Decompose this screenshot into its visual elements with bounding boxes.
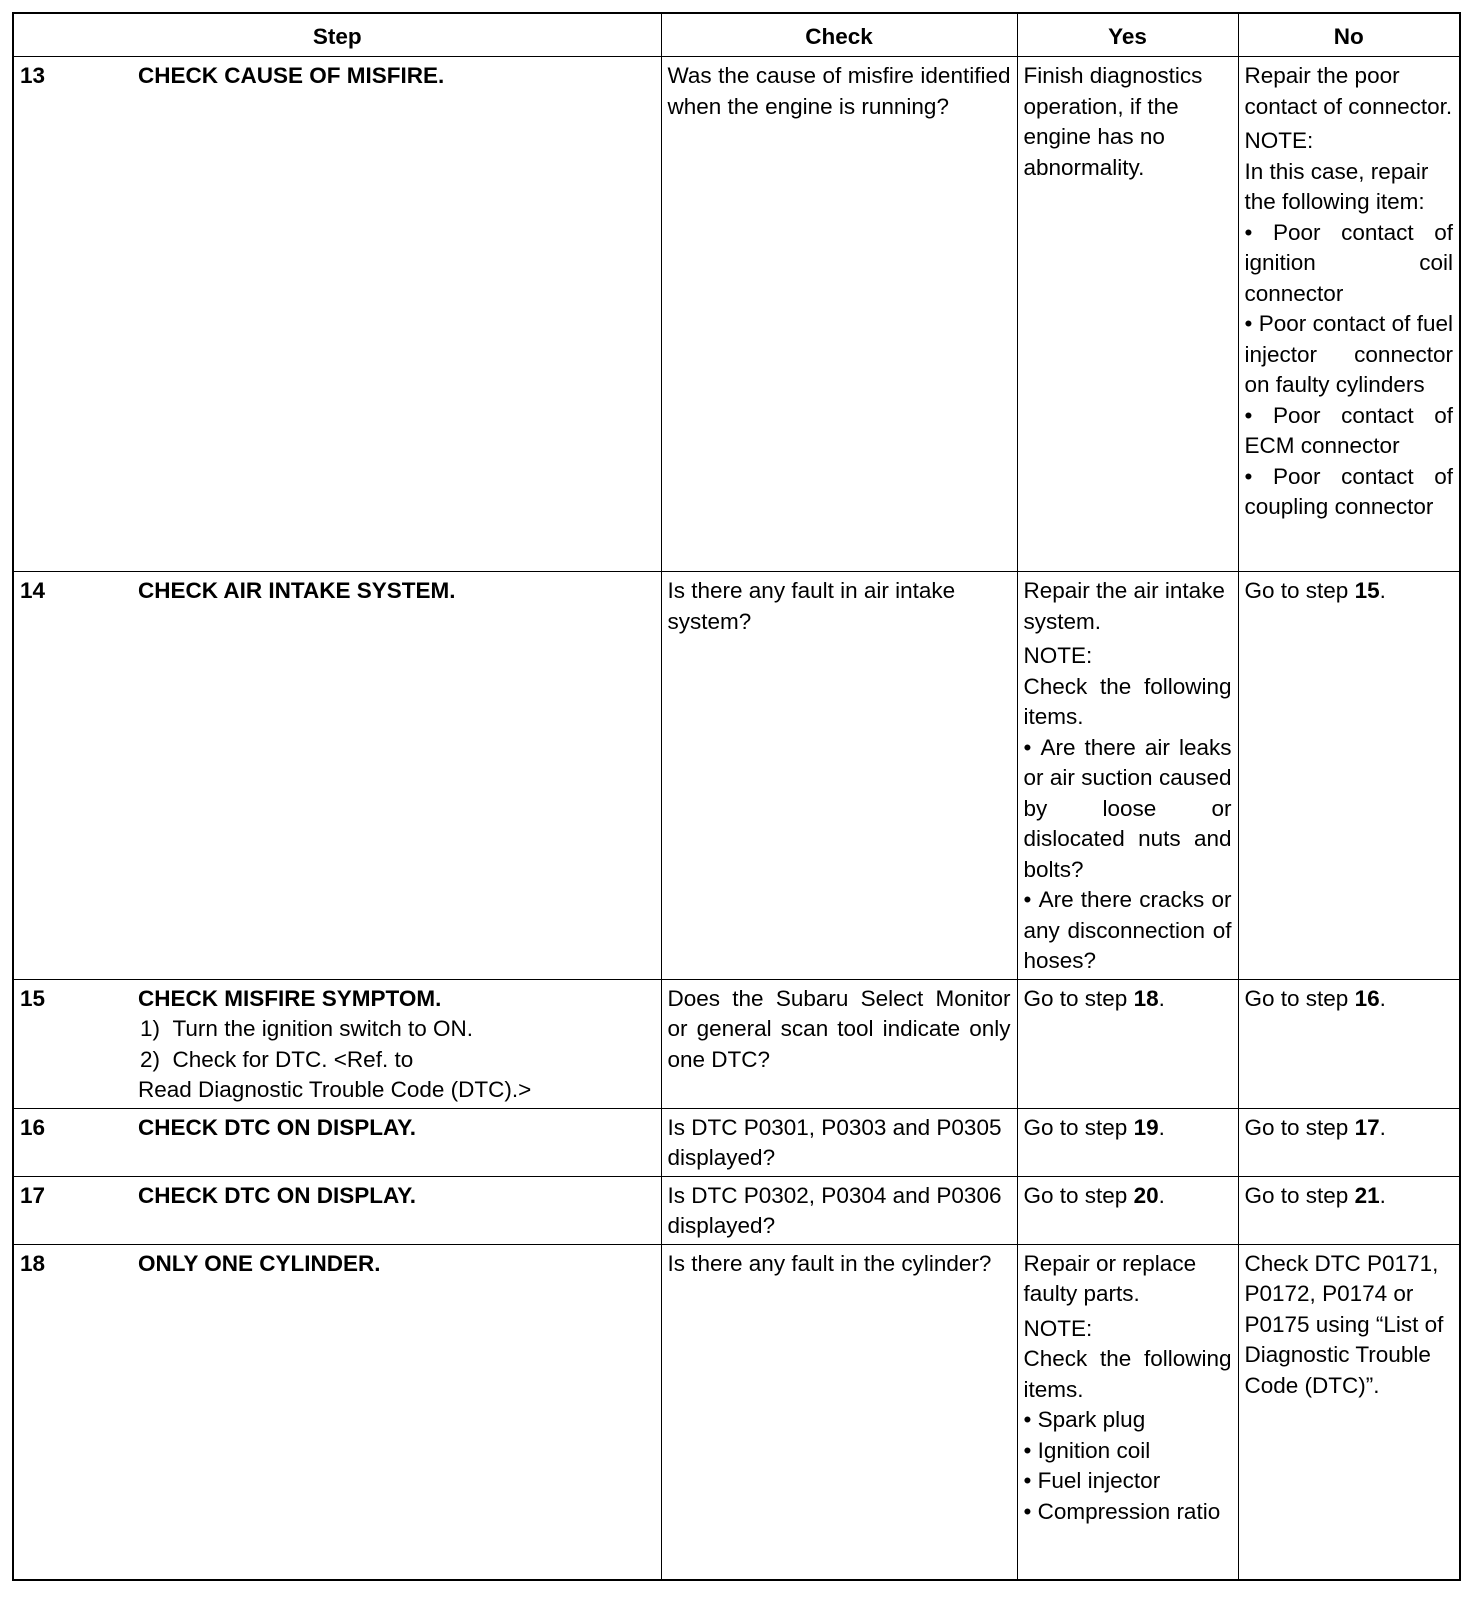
diagnostic-table [12, 12, 1461, 1581]
bullet-item: • Spark plug [1024, 1405, 1232, 1436]
goto-prefix: Go to step [1244, 985, 1355, 1011]
note-label: NOTE: [1023, 643, 1093, 668]
step-cell [13, 1244, 661, 1580]
bullet-item: • Poor contact of fuel injector connector on faulty cylinders [1245, 309, 1454, 401]
check-cell [661, 572, 1017, 980]
goto-suffix: . [1158, 985, 1165, 1011]
check-text: Is DTC P0302, P0304 and P0306 displayed? [667, 1182, 1002, 1238]
check-text: Is there any fault in the cylinder? [667, 1250, 992, 1276]
yes-cell [1017, 57, 1238, 572]
step-number: 15 [20, 985, 46, 1011]
goto-suffix: . [1158, 1114, 1165, 1140]
check-text: Was the cause of misfire identified when the engine is running? [667, 63, 1011, 119]
step-title: CHECK MISFIRE SYMPTOM. [138, 985, 442, 1011]
goto-step-link[interactable]: 18 [1133, 985, 1159, 1011]
goto-step-link[interactable]: 20 [1133, 1182, 1159, 1208]
goto-suffix: . [1379, 1114, 1386, 1140]
no-text: Repair the poor contact of connector. [1244, 63, 1453, 119]
yes-cell [1017, 979, 1238, 1108]
goto-step-link[interactable]: 16 [1354, 985, 1380, 1011]
step-number: 17 [20, 1182, 46, 1208]
bullet-item: • Poor contact of ignition coil connector [1245, 218, 1454, 310]
step-number: 13 [20, 63, 46, 88]
table-row [13, 979, 1460, 1108]
procedure-step: 1) Turn the ignition switch to ON. [140, 1016, 474, 1041]
table-row [13, 1244, 1460, 1580]
no-text: Check DTC P0171, P0172, P0174 or P0175 using “List of Diagnostic Trouble Code (DTC)”. [1244, 1250, 1444, 1398]
goto-suffix: . [1158, 1182, 1165, 1208]
note-text: In this case, repair the following item: [1244, 158, 1429, 214]
step-number: 16 [20, 1114, 46, 1140]
check-cell [661, 1108, 1017, 1176]
yes-cell [1017, 1244, 1238, 1580]
goto-step-link[interactable]: 15 [1354, 578, 1380, 603]
note-label: NOTE: [1244, 128, 1314, 153]
note-text: Check the following items. [1023, 673, 1232, 729]
procedure-step: 2) Check for DTC. <Ref. to [140, 1046, 414, 1072]
step-cell [13, 572, 661, 980]
step-title: CHECK AIR INTAKE SYSTEM. [138, 578, 456, 603]
bullet-item: • Poor contact of ECM connector [1245, 401, 1454, 462]
note-label: NOTE: [1023, 1315, 1093, 1341]
no-cell [1238, 1176, 1460, 1244]
header-yes: Yes [1017, 13, 1238, 57]
reference-link[interactable]: Read Diagnostic Trouble Code (DTC).> [138, 1077, 532, 1102]
table-row [13, 1176, 1460, 1244]
bullet-item: • Compression ratio [1024, 1497, 1232, 1528]
step-title: CHECK CAUSE OF MISFIRE. [138, 63, 445, 88]
bullet-item: • Are there air leaks or air suction caused by loose or dislocated nuts and bolts? [1024, 733, 1232, 886]
header-no: No [1238, 13, 1460, 57]
step-title: CHECK DTC ON DISPLAY. [138, 1182, 416, 1208]
no-cell [1238, 572, 1460, 980]
table-row [13, 57, 1460, 572]
no-cell [1238, 57, 1460, 572]
goto-prefix: Go to step [1244, 1114, 1355, 1140]
table-header-row [13, 13, 1460, 57]
step-title: CHECK DTC ON DISPLAY. [138, 1114, 416, 1140]
goto-suffix: . [1379, 985, 1386, 1011]
header-step: Step [13, 13, 661, 57]
step-cell [13, 1176, 661, 1244]
goto-step-link[interactable]: 17 [1354, 1114, 1380, 1140]
bullet-item: • Ignition coil [1024, 1436, 1232, 1467]
check-text: Is there any fault in air intake system? [667, 578, 956, 634]
yes-cell [1017, 572, 1238, 980]
no-cell [1238, 1244, 1460, 1580]
bullet-item: • Fuel injector [1024, 1466, 1232, 1497]
goto-step-link[interactable]: 21 [1354, 1182, 1380, 1208]
check-cell [661, 1244, 1017, 1580]
check-cell [661, 57, 1017, 572]
goto-prefix: Go to step [1023, 1114, 1134, 1140]
step-cell [13, 979, 661, 1108]
yes-cell [1017, 1108, 1238, 1176]
check-text: Does the Subaru Select Monitor or general scan tool indicate only one DTC? [667, 985, 1011, 1072]
step-title: ONLY ONE CYLINDER. [138, 1250, 381, 1276]
step-number: 18 [20, 1250, 46, 1276]
goto-suffix: . [1379, 578, 1386, 603]
goto-prefix: Go to step [1023, 985, 1134, 1011]
goto-prefix: Go to step [1244, 1182, 1355, 1208]
yes-text: Repair or replace faulty parts. [1023, 1250, 1197, 1306]
goto-prefix: Go to step [1023, 1182, 1134, 1208]
bullet-item: • Are there cracks or any disconnection of hoses? [1024, 885, 1232, 977]
bullet-item: • Poor contact of coupling connector [1245, 462, 1454, 523]
yes-text: Repair the air intake system. [1023, 578, 1225, 634]
goto-step-link[interactable]: 19 [1133, 1114, 1159, 1140]
check-text: Is DTC P0301, P0303 and P0305 displayed? [667, 1114, 1002, 1170]
step-cell [13, 1108, 661, 1176]
table-row [13, 572, 1460, 980]
no-cell [1238, 1108, 1460, 1176]
table-row [13, 1108, 1460, 1176]
yes-text: Finish diagnostics operation, if the engine has no abnormality. [1023, 63, 1203, 180]
no-cell [1238, 979, 1460, 1108]
check-cell [661, 979, 1017, 1108]
goto-prefix: Go to step [1244, 578, 1355, 603]
check-cell [661, 1176, 1017, 1244]
header-check: Check [661, 13, 1017, 57]
note-text: Check the following items. [1023, 1346, 1232, 1402]
step-cell [13, 57, 661, 572]
step-number: 14 [20, 578, 46, 603]
yes-cell [1017, 1176, 1238, 1244]
goto-suffix: . [1379, 1182, 1386, 1208]
